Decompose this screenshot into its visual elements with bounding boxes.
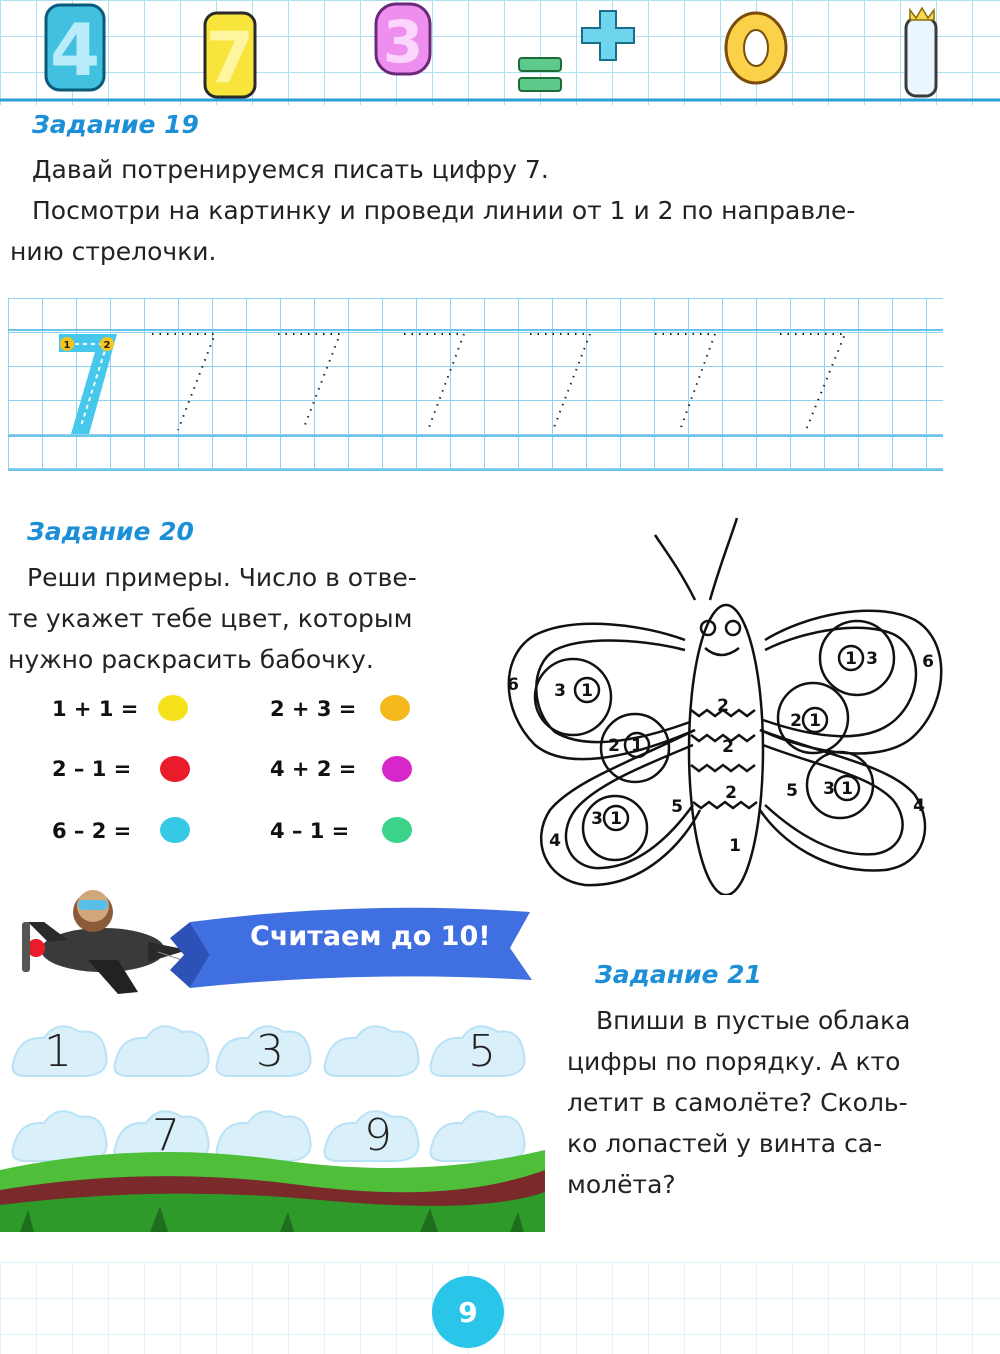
- svg-text:3: 3: [382, 8, 424, 76]
- task-19-line-1: Давай потренируемся писать цифру 7.: [32, 155, 549, 184]
- svg-text:3: 3: [866, 649, 878, 669]
- svg-text:2: 2: [717, 696, 729, 716]
- example-6: 4 – 1 =: [270, 819, 350, 843]
- color-blob-green: [382, 817, 412, 843]
- task-21-line-4: ко лопастей у винта са-: [567, 1129, 883, 1158]
- cloud-number: 1: [44, 1026, 72, 1077]
- color-blob-cyan: [160, 817, 190, 843]
- color-blob-magenta: [382, 756, 412, 782]
- example-1: 1 + 1 =: [52, 697, 139, 721]
- svg-text:6: 6: [922, 652, 934, 672]
- svg-text:5: 5: [786, 781, 798, 801]
- header-digit-7: [200, 8, 260, 103]
- svg-text:2: 2: [722, 737, 734, 757]
- butterfly-coloring-picture: [495, 510, 945, 895]
- banner-text: Считаем до 10!: [250, 921, 491, 952]
- svg-text:1: 1: [809, 711, 821, 731]
- svg-text:1: 1: [841, 779, 853, 799]
- cloud-number: 3: [256, 1026, 284, 1077]
- svg-text:2: 2: [103, 340, 111, 351]
- svg-text:1: 1: [631, 736, 643, 756]
- task-21-line-5: молёта?: [567, 1170, 676, 1199]
- task-21-line-1: Впиши в пустые облака: [596, 1006, 911, 1035]
- svg-text:4: 4: [49, 8, 101, 92]
- header-equals-sign: [515, 52, 565, 97]
- cloud-number: 5: [468, 1026, 496, 1077]
- svg-text:3: 3: [591, 809, 603, 829]
- cloud-number: 7: [152, 1110, 180, 1161]
- header-digit-3: [372, 0, 434, 80]
- task-21-title: Задание 21: [595, 960, 762, 989]
- example-3: 2 – 1 =: [52, 757, 132, 781]
- page-number: 9: [458, 1295, 478, 1329]
- color-blob-yellow: [158, 695, 188, 721]
- header-decoration: [0, 0, 1000, 105]
- svg-text:7: 7: [205, 17, 255, 99]
- task-21-line-2: цифры по порядку. А кто: [567, 1047, 901, 1076]
- svg-text:4: 4: [549, 831, 561, 851]
- task-19-title: Задание 19: [32, 110, 199, 139]
- task-20-line-1: Реши примеры. Число в отве-: [27, 563, 417, 592]
- header-plus-sign: [578, 8, 638, 63]
- svg-text:1: 1: [729, 836, 741, 856]
- clouds-scene: [0, 1000, 545, 1232]
- svg-text:4: 4: [913, 796, 925, 816]
- svg-text:1: 1: [63, 340, 71, 351]
- svg-text:3: 3: [823, 779, 835, 799]
- svg-text:6: 6: [507, 675, 519, 695]
- task-21-line-3: летит в самолёте? Сколь-: [567, 1088, 908, 1117]
- example-2: 2 + 3 =: [270, 697, 357, 721]
- header-digit-4: [40, 0, 110, 95]
- task-20-title: Задание 20: [27, 517, 194, 546]
- sample-seven-digit: [55, 330, 125, 440]
- handwriting-practice-grid: [0, 298, 960, 478]
- task-20-line-3: нужно раскрасить бабочку.: [8, 645, 374, 674]
- color-blob-orange: [380, 695, 410, 721]
- header-digit-0: [722, 4, 790, 86]
- example-4: 4 + 2 =: [270, 757, 357, 781]
- header-digit-1: [900, 4, 944, 100]
- color-blob-red: [160, 756, 190, 782]
- task-19-line-2: Посмотри на картинку и проведи линии от 1 и 2 по направле-: [32, 196, 856, 225]
- svg-text:1: 1: [581, 681, 593, 701]
- svg-text:1: 1: [845, 649, 857, 669]
- task-20-line-2: те укажет тебе цвет, которым: [8, 604, 413, 633]
- svg-text:5: 5: [671, 797, 683, 817]
- svg-text:1: 1: [610, 809, 622, 829]
- page-number-circle: [432, 1276, 504, 1348]
- task-19-line-3: нию стрелочки.: [10, 237, 217, 266]
- example-5: 6 – 2 =: [52, 819, 132, 843]
- svg-text:2: 2: [725, 783, 737, 803]
- svg-text:3: 3: [554, 681, 566, 701]
- svg-text:2: 2: [790, 711, 802, 731]
- cloud-number: 9: [364, 1110, 392, 1161]
- svg-text:2: 2: [608, 736, 620, 756]
